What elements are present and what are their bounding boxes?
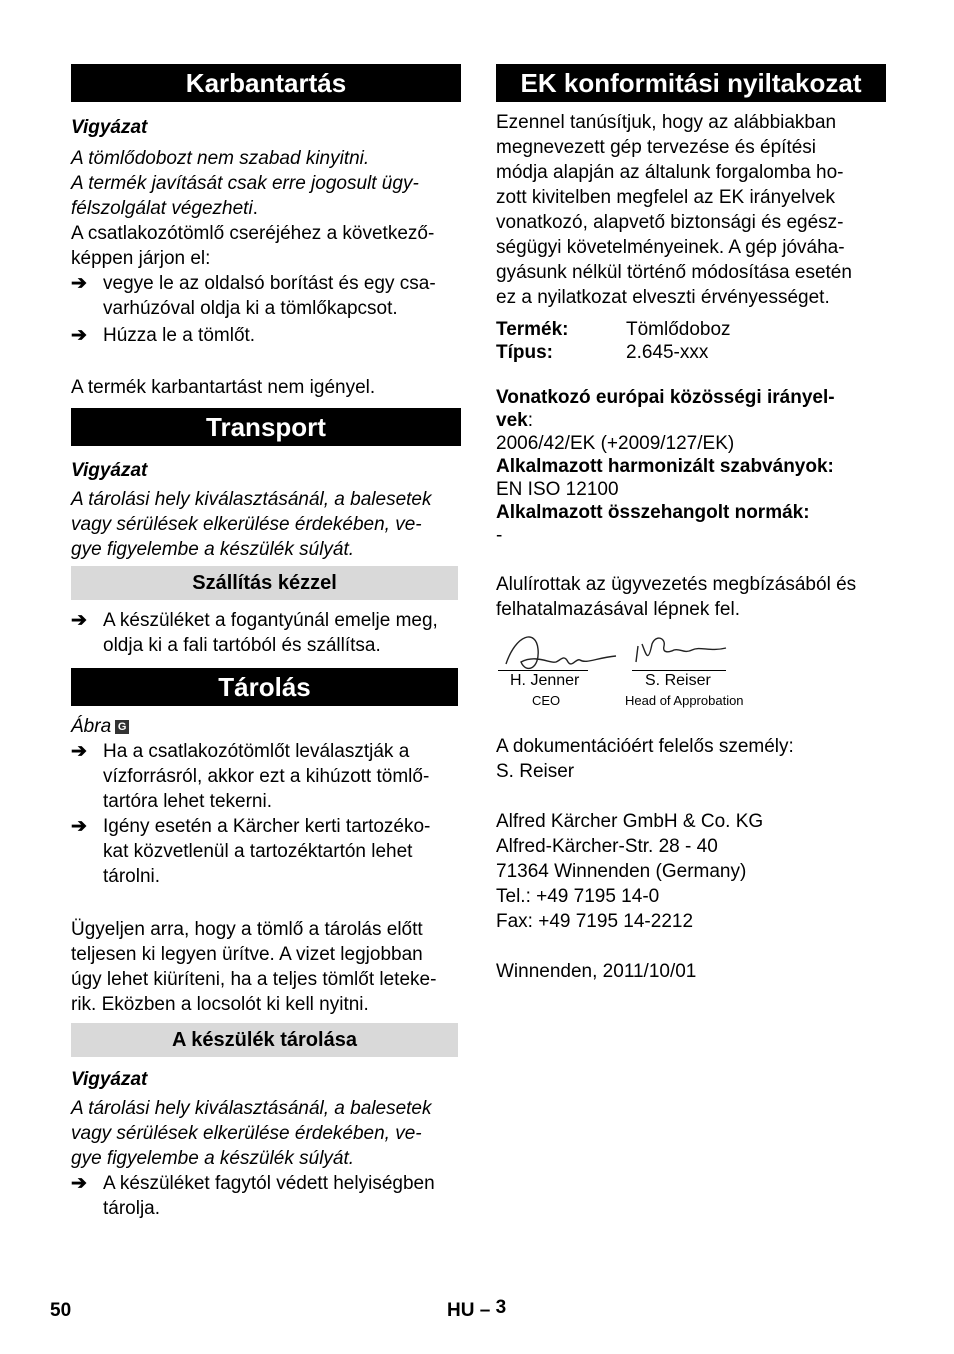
list-item-text: varhúzóval oldja ki a tömlőkapcsot.: [103, 298, 398, 319]
address-line: Alfred-Kärcher-Str. 28 - 40: [496, 836, 718, 857]
warning-text-end: .: [252, 198, 258, 219]
list-item: [71, 271, 461, 321]
paragraph-line: ez a nyilatkozat elveszti érvényességet.: [496, 287, 830, 308]
product-label: Termék:: [496, 319, 569, 340]
warning-text: gye figyelembe a készülék súlyát.: [71, 1148, 355, 1169]
list-item: [71, 323, 461, 348]
note-text: A termék karbantartást nem igényel.: [71, 377, 376, 398]
type-label: Típus:: [496, 342, 553, 363]
warning-text: [71, 196, 461, 221]
norms-label: Alkalmazott összehangolt normák:: [496, 502, 810, 523]
list-item-text: oldja ki a fali tartóból és szállítsa.: [103, 635, 381, 656]
list-item-text: tárolja.: [103, 1198, 161, 1219]
address-block: [496, 809, 886, 934]
list-item-text: Igény esetén a Kärcher kerti tartozéko-: [103, 816, 431, 837]
list-item: [71, 739, 461, 814]
warning-text: gye figyelembe a készülék súlyát.: [71, 539, 355, 560]
declaration-paragraph: [496, 110, 886, 310]
directive-label: Vonatkozó európai közösségi irányel-: [496, 387, 835, 408]
paragraph-line: módja alapján az általunk forgalomba ho-: [496, 162, 844, 183]
footer-section-number: 3: [495, 1297, 507, 1318]
list-item: [71, 608, 461, 658]
date-text: Winnenden, 2011/10/01: [496, 961, 697, 982]
section-title-tarolas: Tárolás: [71, 668, 458, 706]
subsection-title-keszulek-tarolasa: A készülék tárolása: [71, 1023, 458, 1057]
signature-line: [632, 670, 726, 671]
intro-text: A csatlakozótömlő cseréjéhez a következő-: [71, 223, 435, 244]
address-line: Tel.: +49 7195 14-0: [496, 886, 660, 907]
list-item-text: tartóra lehet tekerni.: [103, 791, 272, 812]
warning-label: Vigyázat: [71, 117, 148, 138]
list-item-text: vegye le az oldalsó borítást és egy csa-: [103, 273, 436, 294]
list-item-text: vízforrásról, akkor ezt a kihúzott tömlő-: [103, 766, 430, 787]
arrow-icon: ➔: [71, 1173, 87, 1194]
paragraph-line: gyásunk nélkül történő módosítása esetén: [496, 262, 852, 283]
authorization-text: Alulírottak az ügyvezetés megbízásából és: [496, 574, 857, 595]
paragraph-line: Ezennel tanúsítjuk, hogy az alábbiakban: [496, 112, 837, 133]
directive-label-part: vek: [496, 410, 528, 431]
warning-text: vagy sérülések elkerülése érdekében, ve-: [71, 514, 422, 535]
type-row: [496, 341, 886, 364]
address-line: 71364 Winnenden (Germany): [496, 861, 747, 882]
figure-label: Ábra: [71, 716, 112, 737]
documentation-text: S. Reiser: [496, 761, 575, 782]
arrow-icon: ➔: [71, 610, 87, 631]
arrow-icon: ➔: [71, 816, 87, 837]
right-column: [496, 64, 886, 984]
warning-text: A tárolási hely kiválasztásánál, a balesetek: [71, 1098, 432, 1119]
left-column: [71, 64, 461, 1221]
address-line: Fax: +49 7195 14-2212: [496, 911, 694, 932]
paragraph-line: ségügyi követelményeinek. A gép jóváha-: [496, 237, 845, 258]
directive-label: [496, 409, 886, 432]
paragraph-text: teljesen ki legyen ürítve. A vizet legjobban: [71, 944, 423, 965]
arrow-icon: ➔: [71, 325, 87, 346]
signer-role: Head of Approbation: [625, 693, 744, 708]
page-number: 50: [50, 1300, 72, 1321]
signature-block: [496, 622, 886, 712]
intro-text: képpen járjon el:: [71, 248, 211, 269]
warning-text: A tömlődobozt nem szabad kinyitni.: [71, 148, 370, 169]
list-item-text: A készüléket a fogantyúnál emelje meg,: [103, 610, 438, 631]
standards-block: [496, 386, 886, 547]
list-item: [71, 1171, 461, 1221]
paragraph-text: Ügyeljen arra, hogy a tömlő a tárolás előtt: [71, 919, 423, 940]
norms-value: -: [496, 525, 503, 546]
footer-language: [447, 1298, 506, 1323]
directive-colon: :: [527, 410, 533, 431]
paragraph-line: zott kivitelben megfelel az EK irányelvek: [496, 187, 835, 208]
warning-text-part: félszolgálat végezheti: [71, 198, 253, 219]
arrow-icon: ➔: [71, 273, 87, 294]
list-item-text: tárolni.: [103, 866, 161, 887]
list-item: [71, 814, 461, 889]
signer-name: H. Jenner: [510, 672, 580, 689]
documentation-text: A dokumentációért felelős személy:: [496, 736, 794, 757]
paragraph-text: rik. Eközben a locsolót ki kell nyitni.: [71, 994, 369, 1015]
section-title-transport: Transport: [71, 408, 461, 446]
product-row: [496, 318, 886, 341]
harmonized-label: Alkalmazott harmonizált szabványok:: [496, 456, 834, 477]
footer-separator: –: [479, 1300, 491, 1321]
section-title-karbantartas: Karbantartás: [71, 64, 461, 102]
list-item-text: kat közvetlenül a tartozéktartón lehet: [103, 841, 413, 862]
paragraph-text: úgy lehet kiüríteni, ha a teljes tömlőt leteke-: [71, 969, 437, 990]
section-title-ek-konformitas: EK konformitási nyiltakozat: [496, 64, 886, 102]
product-value: Tömlődoboz: [626, 319, 731, 340]
directive-value: 2006/42/EK (+2009/127/EK): [496, 433, 735, 454]
list-item-text: A készüléket fagytól védett helyiségben: [103, 1173, 435, 1194]
warning-text: vagy sérülések elkerülése érdekében, ve-: [71, 1123, 422, 1144]
list-item-text: Ha a csatlakozótömlőt leválasztják a: [103, 741, 410, 762]
list-item-text: Húzza le a tömlőt.: [103, 325, 256, 346]
authorization-text: felhatalmazásával lépnek fel.: [496, 599, 740, 620]
footer-lang-code: HU: [447, 1300, 475, 1321]
type-value: 2.645-xxx: [626, 342, 709, 363]
arrow-icon: ➔: [71, 741, 87, 762]
warning-text: A tárolási hely kiválasztásánál, a balesetek: [71, 489, 432, 510]
address-line: Alfred Kärcher GmbH & Co. KG: [496, 811, 764, 832]
paragraph-line: vonatkozó, alapvető biztonsági és egész-: [496, 212, 844, 233]
warning-label: Vigyázat: [71, 460, 148, 481]
subsection-title-szallitas: Szállítás kézzel: [71, 566, 458, 600]
figure-g-icon: G: [115, 720, 129, 734]
figure-reference: [71, 714, 461, 739]
paragraph-line: megnevezett gép tervezése és építési: [496, 137, 817, 158]
warning-text: A termék javítását csak erre jogosult ügy-: [71, 173, 419, 194]
harmonized-value: EN ISO 12100: [496, 479, 619, 500]
signature-line: [498, 670, 588, 671]
signer-role: CEO: [532, 693, 561, 708]
signer-name: S. Reiser: [645, 672, 711, 689]
warning-label: Vigyázat: [71, 1069, 148, 1090]
